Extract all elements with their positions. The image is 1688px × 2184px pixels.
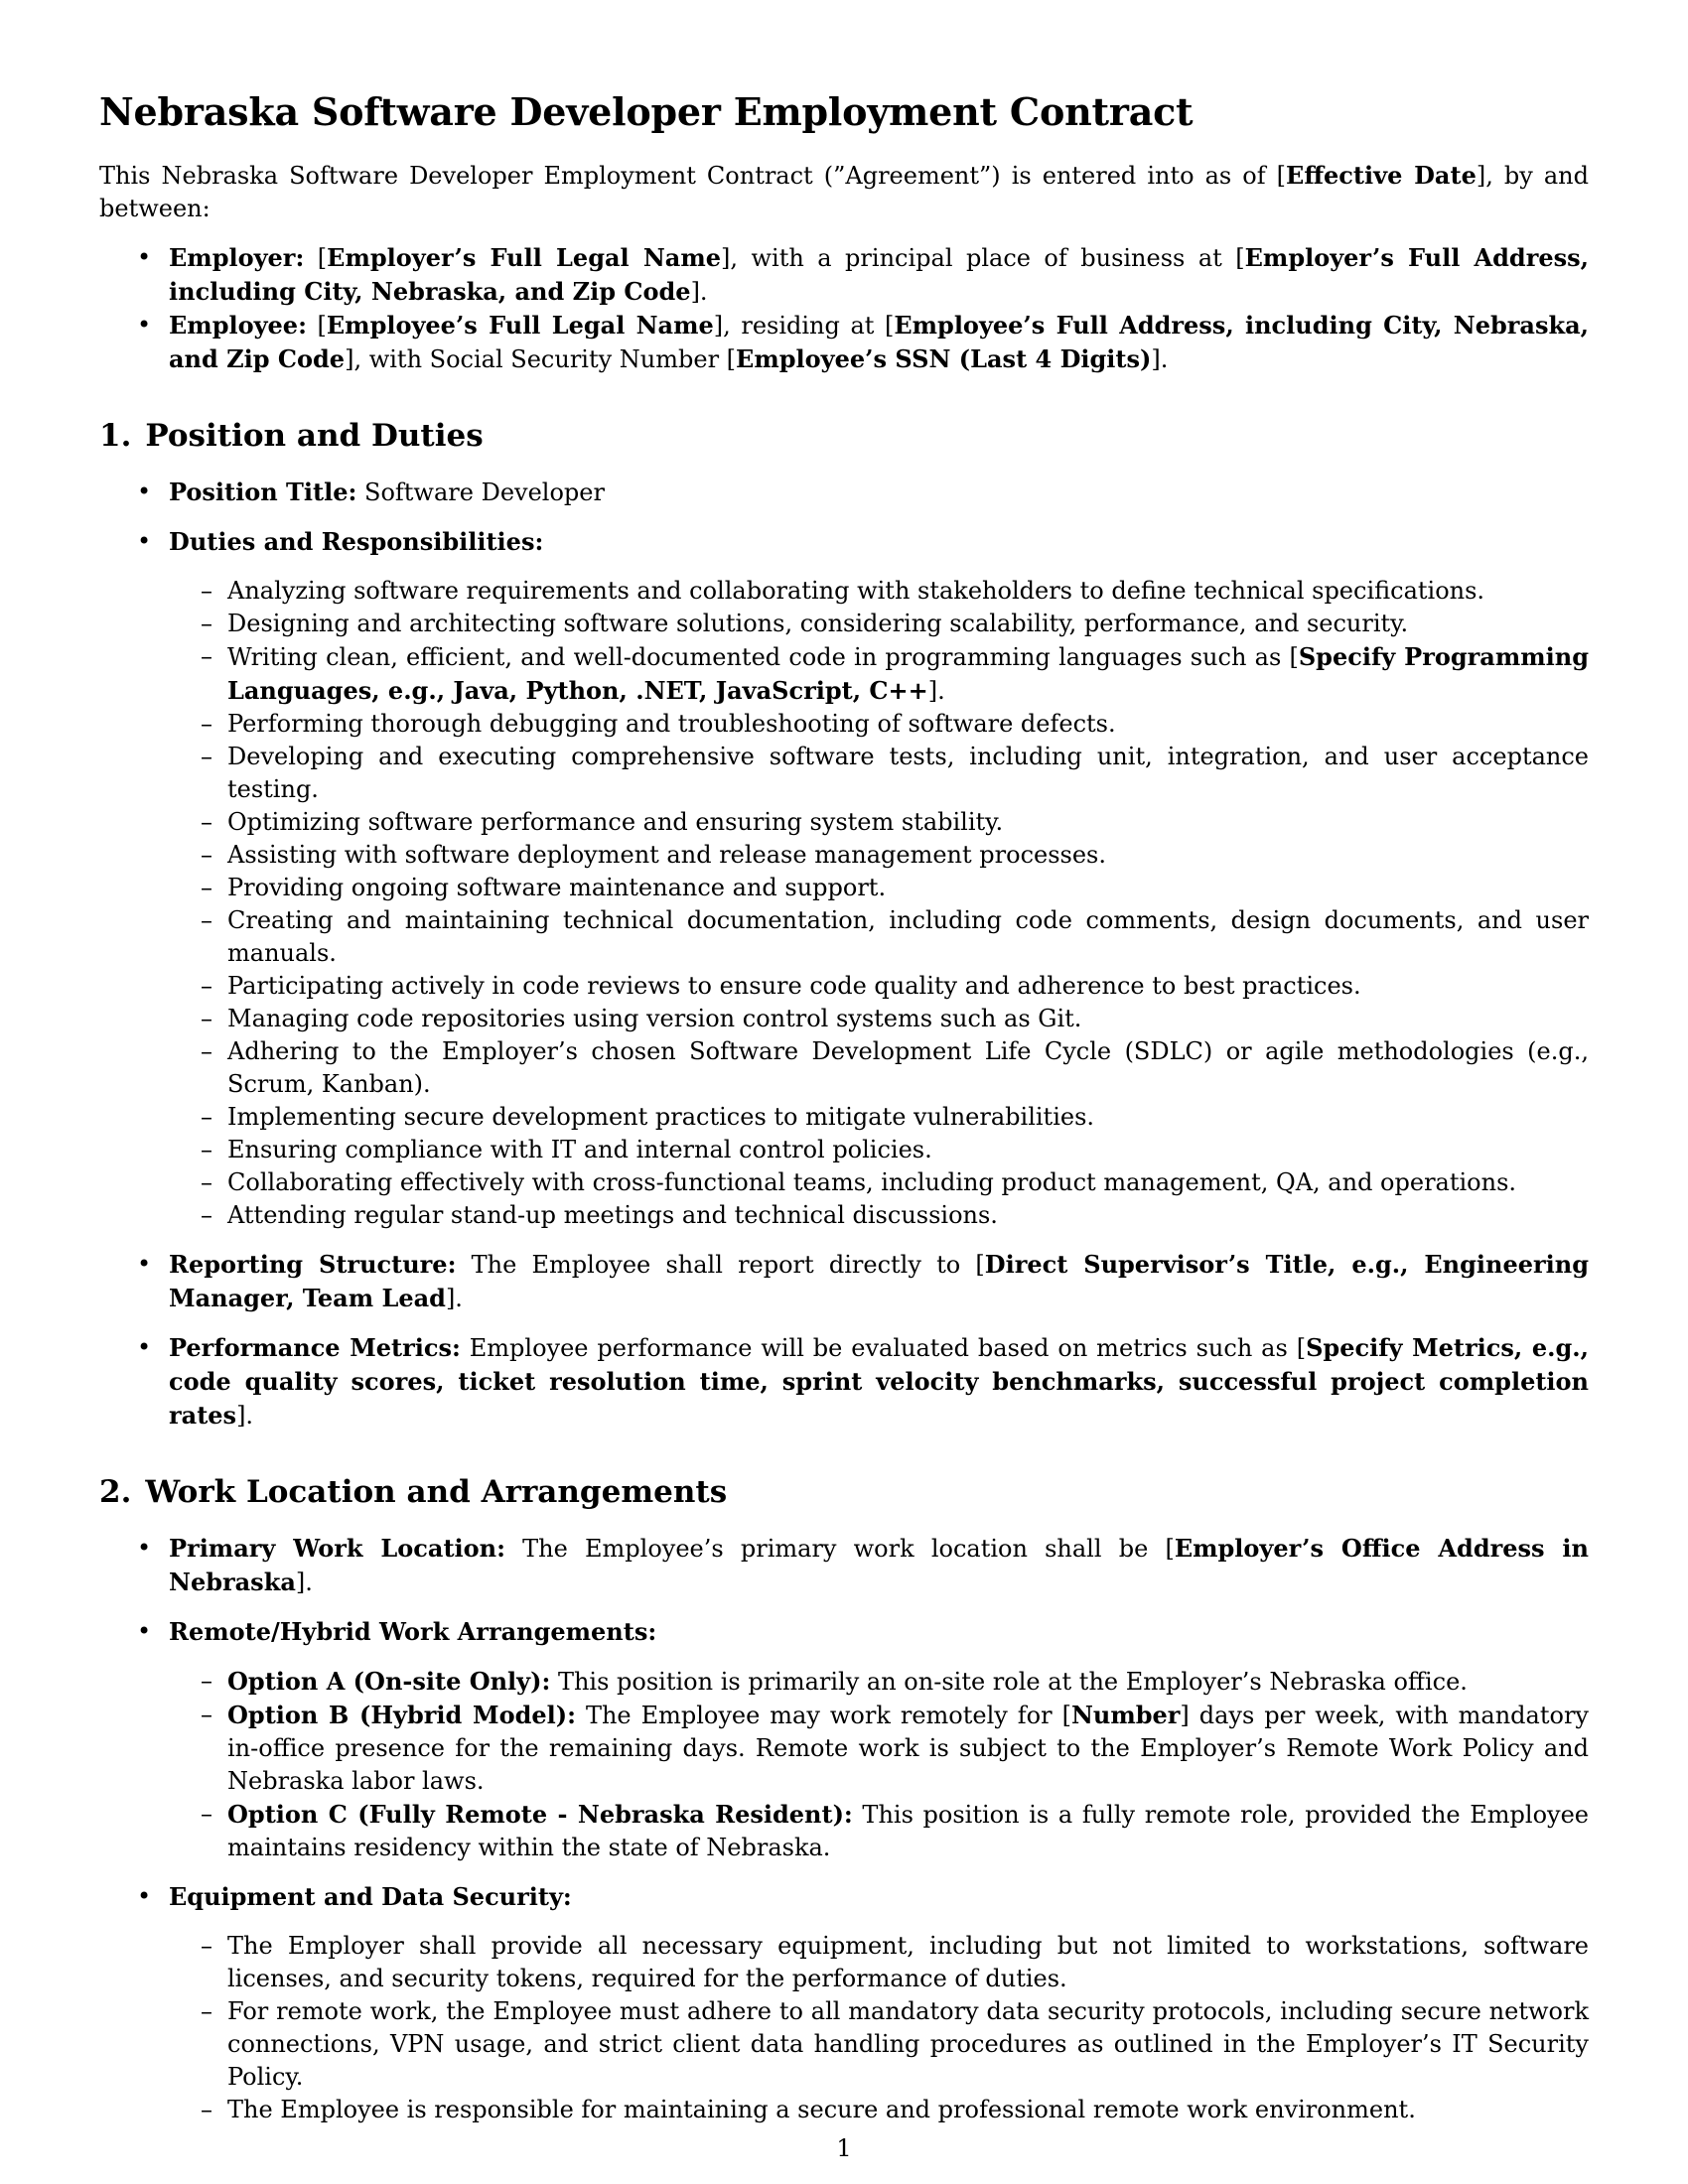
position-title-item	[99, 476, 1589, 509]
employer-label: Employer:	[169, 243, 305, 272]
text: ], with a principal place of business at [	[721, 244, 1245, 272]
section-2-heading	[99, 1472, 1589, 1512]
intro-text: This Nebraska Software Developer Employment Contract (”Agreement”) is entered into as of [	[99, 162, 1287, 190]
employer-name-placeholder: Employer’s Full Legal Name	[327, 243, 722, 272]
employee-ssn-placeholder: Employee’s SSN (Last 4 Digits)	[736, 344, 1152, 373]
list-item: – Optimizing software performance and ensuring system stability.	[169, 806, 1589, 839]
position-value: Software Developer	[356, 478, 605, 506]
list-item	[169, 640, 1589, 708]
list-item: – Assisting with software deployment and release management processes.	[169, 839, 1589, 872]
list-item: – Analyzing software requirements and collaborating with stakeholders to define technical specifications.	[169, 575, 1589, 608]
list-item: – Developing and executing comprehensive software tests, including unit, integration, and user acceptance testing.	[169, 741, 1589, 806]
text: ], with Social Security Number [	[345, 345, 737, 373]
option-c	[169, 1798, 1589, 1864]
text: The Employee shall report directly to [	[456, 1251, 985, 1279]
employee-name-placeholder: Employee’s Full Legal Name	[326, 311, 714, 340]
employee-label: Employee:	[169, 311, 307, 340]
option-a-label: Option A (On-site Only):	[227, 1667, 551, 1696]
section-1-list	[99, 476, 1589, 1433]
supervisor-placeholder: Direct Supervisor’s Title, e.g., Engineering Manager, Team Lead	[169, 1250, 1589, 1312]
text: Writing clean, efficient, and well-documented code in programming languages such as [	[227, 643, 1299, 671]
section-1-heading	[99, 416, 1589, 456]
text: [	[306, 312, 327, 340]
text: [	[304, 244, 328, 272]
duties-list	[169, 575, 1589, 1232]
list-item: – Attending regular stand-up meetings and technical discussions.	[169, 1199, 1589, 1232]
list-item: – Implementing secure development practices to mitigate vulnerabilities.	[169, 1101, 1589, 1134]
text: ].	[1151, 345, 1169, 373]
section-title: Position and Duties	[145, 418, 484, 454]
section-number: 1.	[99, 418, 132, 454]
text: ].	[236, 1402, 254, 1430]
text: ].	[445, 1285, 463, 1312]
list-item: – Ensuring compliance with IT and internal control policies.	[169, 1134, 1589, 1166]
primary-location-label: Primary Work Location:	[169, 1534, 505, 1563]
duties-item	[99, 525, 1589, 1232]
list-item: – Participating actively in code reviews to ensure code quality and adherence to best practices.	[169, 970, 1589, 1003]
effective-date-placeholder: Effective Date	[1286, 161, 1477, 190]
document-title: Nebraska Software Developer Employment Contract	[99, 89, 1194, 134]
section-number: 2.	[99, 1474, 132, 1510]
option-b	[169, 1699, 1589, 1798]
list-item: – Managing code repositories using version control systems such as Git.	[169, 1003, 1589, 1035]
languages-placeholder: Specify Programming Languages, e.g., Java, Python, .NET, JavaScript, C++	[227, 642, 1589, 705]
primary-work-location-item	[99, 1532, 1589, 1599]
option-b-label: Option B (Hybrid Model):	[227, 1701, 576, 1729]
reporting-structure-item	[99, 1248, 1589, 1315]
section-title: Work Location and Arrangements	[145, 1474, 728, 1510]
performance-metrics-item	[99, 1331, 1589, 1433]
days-number-placeholder: Number	[1070, 1701, 1181, 1729]
intro-paragraph	[99, 159, 1589, 225]
equipment-label: Equipment and Data Security:	[169, 1882, 572, 1911]
position-label: Position Title:	[169, 478, 357, 506]
option-c-label: Option C (Fully Remote - Nebraska Resident):	[227, 1800, 853, 1829]
intro-text: ], by and between:	[99, 162, 1589, 222]
remote-label: Remote/Hybrid Work Arrangements:	[169, 1617, 657, 1646]
text: ] days per week, with mandatory in-office presence for the remaining days. Remote work is subject to the Employer’s Remote Work Policy and Nebraska labor laws.	[227, 1702, 1589, 1795]
equipment-list	[169, 1930, 1589, 2126]
office-address-placeholder: Employer’s Office Address in Nebraska	[169, 1534, 1590, 1596]
text: Employee performance will be evaluated based on metrics such as [	[460, 1334, 1307, 1362]
equipment-security-item	[99, 1880, 1589, 2126]
text: The Employee’s primary work location shall be [	[505, 1535, 1175, 1563]
employee-address-placeholder: Employee’s Full Address, including City, Nebraska, and Zip Code	[169, 311, 1589, 373]
document-page	[99, 89, 1589, 2142]
list-item: – For remote work, the Employee must adhere to all mandatory data security protocols, including secure network connections, VPN usage, and strict client data handling procedures as outlined in the Employer’s IT Security Policy.	[169, 1995, 1589, 2094]
option-a	[169, 1665, 1589, 1699]
employee-party	[99, 309, 1589, 376]
metrics-placeholder: Specify Metrics, e.g., code quality scores, ticket resolution time, sprint velocity benchmarks, successful project completion rates	[169, 1333, 1590, 1430]
employer-party	[99, 241, 1589, 309]
list-item: – Designing and architecting software solutions, considering scalability, performance, and security.	[169, 608, 1589, 640]
parties-list	[99, 241, 1589, 376]
page-number: 1	[836, 2134, 852, 2162]
list-item: – The Employee is responsible for maintaining a secure and professional remote work environment.	[169, 2094, 1589, 2126]
text: This position is primarily an on-site role at the Employer’s Nebraska office.	[550, 1668, 1468, 1696]
text: ].	[295, 1569, 313, 1596]
remote-options-list	[169, 1665, 1589, 1864]
text: ], residing at [	[713, 312, 895, 340]
list-item: – Performing thorough debugging and troubleshooting of software defects.	[169, 708, 1589, 741]
remote-hybrid-item	[99, 1615, 1589, 1864]
list-item: – The Employer shall provide all necessary equipment, including but not limited to workstations, software licenses, and security tokens, required for the performance of duties.	[169, 1930, 1589, 1995]
text: ].	[690, 278, 708, 306]
list-item: – Creating and maintaining technical documentation, including code comments, design documents, and user manuals.	[169, 904, 1589, 970]
text: This position is a fully remote role, provided the Employee maintains residency within the state of Nebraska.	[227, 1801, 1589, 1861]
list-item: – Adhering to the Employer’s chosen Software Development Life Cycle (SDLC) or agile methodologies (e.g., Scrum, Kanban).	[169, 1035, 1589, 1101]
list-item: – Collaborating effectively with cross-functional teams, including product management, QA, and operations.	[169, 1166, 1589, 1199]
reporting-label: Reporting Structure:	[169, 1250, 457, 1279]
duties-label: Duties and Responsibilities:	[169, 527, 544, 556]
employer-address-placeholder: Employer’s Full Address, including City, Nebraska, and Zip Code	[169, 243, 1590, 306]
text: ].	[927, 677, 945, 705]
metrics-label: Performance Metrics:	[169, 1333, 461, 1362]
list-item: – Providing ongoing software maintenance and support.	[169, 872, 1589, 904]
text: The Employee may work remotely for [	[575, 1702, 1071, 1729]
section-2-list	[99, 1532, 1589, 2126]
